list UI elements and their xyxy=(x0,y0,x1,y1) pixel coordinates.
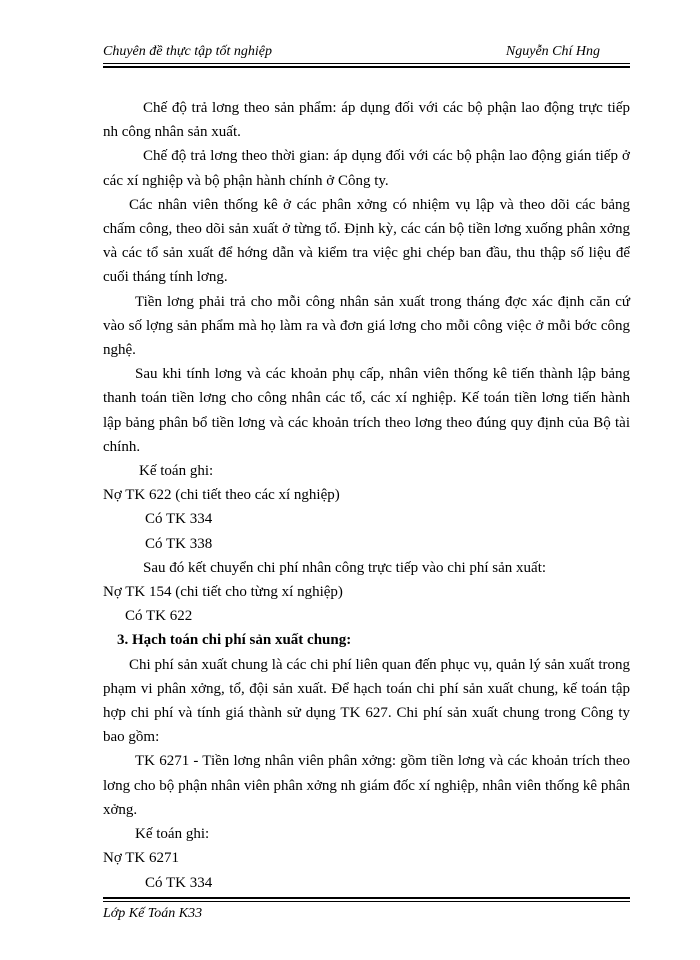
accounting-entry-label: Kế toán ghi: xyxy=(139,463,214,480)
section-heading: 3. Hạch toán chi phí sản xuất chung: xyxy=(117,632,352,649)
paragraph-transfer-cost: Sau đó kết chuyển chi phí nhân công trực tiếp vào chi phí sản xuất: xyxy=(143,559,547,576)
paragraph-product-wage: Chế độ trả lơng theo sản phẩm: áp dụng đối với các bộ phận lao động trực tiếp nh công nhân sản xuất. xyxy=(103,100,630,141)
paragraph-statistics-staff: Các nhân viên thống kê ở các phân xởng có nhiệm vụ lập và theo dõi các bảng chấm công, theo dõi sản xuất ở từng tổ. Định kỳ, các cán bộ tiền lơng xuống phân xởng và các tổ sản xuất để hớng dẫn và kiểm tra việc ghi chép ban đầu, thu thập số liệu để cuối tháng tính lơng. xyxy=(103,196,630,286)
entry-debit-154: Nợ TK 154 (chi tiết cho từng xí nghiệp) xyxy=(103,584,343,601)
entry-credit-334-b: Có TK 334 xyxy=(145,874,213,891)
entry-credit-334: Có TK 334 xyxy=(145,511,213,528)
page-header xyxy=(103,40,630,62)
header-author: Nguyễn Chí Hng xyxy=(505,44,600,59)
entry-credit-338: Có TK 338 xyxy=(145,535,213,552)
header-rule-thin xyxy=(103,63,630,64)
entry-debit-622: Nợ TK 622 (chi tiết theo các xí nghiệp) xyxy=(103,487,340,504)
document-body xyxy=(103,96,630,895)
page-footer: Lớp Kế Toán K33 xyxy=(103,906,203,921)
entry-credit-622: Có TK 622 xyxy=(125,608,193,625)
entry-debit-6271: Nợ TK 6271 xyxy=(103,850,179,867)
paragraph-wage-payable: Tiền lơng phải trả cho mỗi công nhân sản xuất trong tháng đợc xác định căn cứ vào số lợng sản phẩm mà họ làm ra và đơn giá lơng cho mỗi công việc ở mỗi bớc công nghệ. xyxy=(103,293,630,359)
paragraph-tk-6271: TK 6271 - Tiền lơng nhân viên phân xởng: gồm tiền lơng và các khoản trích theo lơng cho bộ phận nhân viên phân xởng nh giám đốc xí nghiệp, nhân viên thống kê phân xởng. xyxy=(103,753,630,818)
paragraph-general-production-cost: Chi phí sản xuất chung là các chi phí liên quan đến phục vụ, quản lý sản xuất trong phạm vi phân xởng, tổ, đội sản xuất. Để hạch toán chi phí sản xuất chung, kế toán tập hợp chi phí và tính giá thành sử dụng TK 627. Chi phí sản xuất chung trong Công ty bao gồm: xyxy=(103,656,630,746)
paragraph-time-wage: Chế độ trả lơng theo thời gian: áp dụng đối với các bộ phận lao động gián tiếp ở các xí nghiệp và bộ phận hành chính ở Công ty. xyxy=(103,148,630,189)
accounting-entry-label-2: Kế toán ghi: xyxy=(135,826,210,843)
footer-rule-thin xyxy=(103,901,630,902)
header-rule-thick xyxy=(103,66,630,68)
paragraph-payroll-table: Sau khi tính lơng và các khoản phụ cấp, nhân viên thống kê tiến thành lập bảng thanh toán tiền lơng cho công nhân các tổ, các xí nghiệp. Kế toán tiền lơng tiến hành lập bảng phân bổ tiền lơng và các khoản trích theo lơng theo đúng quy định của Bộ tài chính. xyxy=(103,366,630,455)
header-title: Chuyên đề thực tập tốt nghiệp xyxy=(103,44,272,59)
footer-rule-thick xyxy=(103,897,630,899)
